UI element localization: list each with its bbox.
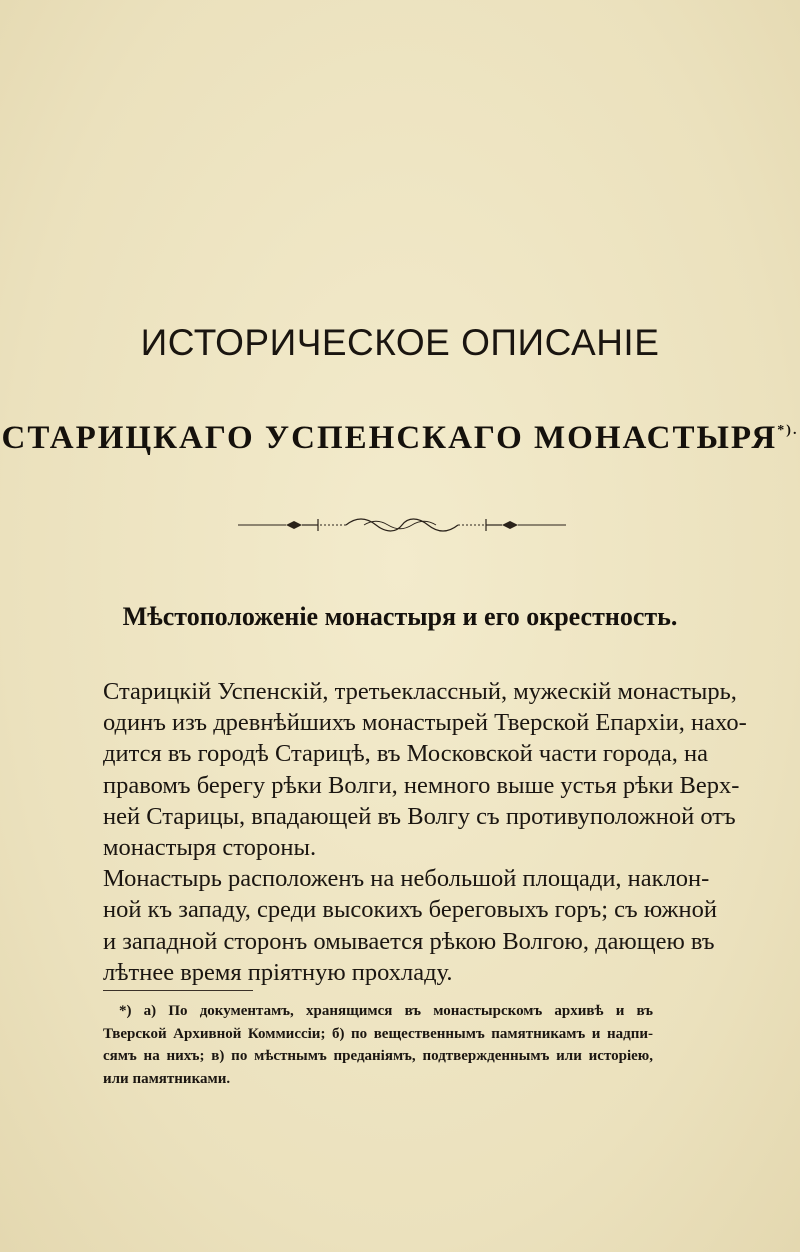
page-subtitle — [0, 420, 800, 457]
footnote — [103, 1000, 653, 1090]
footnote-divider — [103, 990, 253, 991]
footnote-marker: *). — [777, 423, 799, 438]
body-line: ней Старицы, впадающей въ Волгу съ противуположной отъ — [103, 802, 736, 830]
body-line: Монастырь расположенъ на небольшой площади, наклон- — [103, 865, 710, 893]
decorative-divider-ornament — [238, 515, 566, 535]
body-line: ной къ западу, среди высокихъ береговыхъ горъ; съ южной — [103, 896, 717, 924]
body-line: дится въ городѣ Старицѣ, въ Московской части города, на — [103, 740, 708, 768]
section-heading: Мѣстоположеніе монастыря и его окрестность. — [122, 602, 678, 631]
footnote-line: Тверской Архивной Коммиссіи; б) по вещественнымъ памятникамъ и надпи- — [103, 1025, 653, 1042]
body-line: лѣтнее время пріятную прохладу. — [103, 958, 453, 986]
footnote-line: *) а) По документамъ, хранящимся въ монастырскомъ архивѣ и въ — [119, 1003, 653, 1019]
body-line: правомъ берегу рѣки Волги, немного выше устья рѣки Верх- — [103, 771, 740, 799]
body-line: и западной сторонъ омывается рѣкою Волгою, дающею въ — [103, 927, 715, 955]
page-title: ИСТОРИЧЕСКОЕ ОПИСАНІЕ — [140, 322, 660, 363]
footnote-line: сямъ на нихъ; в) по мѣстнымъ преданіямъ, подтвержденнымъ или исторіею, — [103, 1048, 653, 1064]
body-line: монастыря стороны. — [103, 834, 317, 862]
body-line: одинъ изъ древнѣйшихъ монастырей Тверской Епархіи, нахо- — [103, 709, 747, 737]
footnote-line: или памятниками. — [103, 1070, 231, 1087]
body-paragraphs — [103, 676, 747, 988]
body-line: Старицкій Успенскій, третьеклассный, мужескій монастырь, — [103, 678, 737, 705]
subtitle-text: СТАРИЦКАГО УСПЕНСКАГО МОНАСТЫРЯ — [1, 420, 778, 456]
